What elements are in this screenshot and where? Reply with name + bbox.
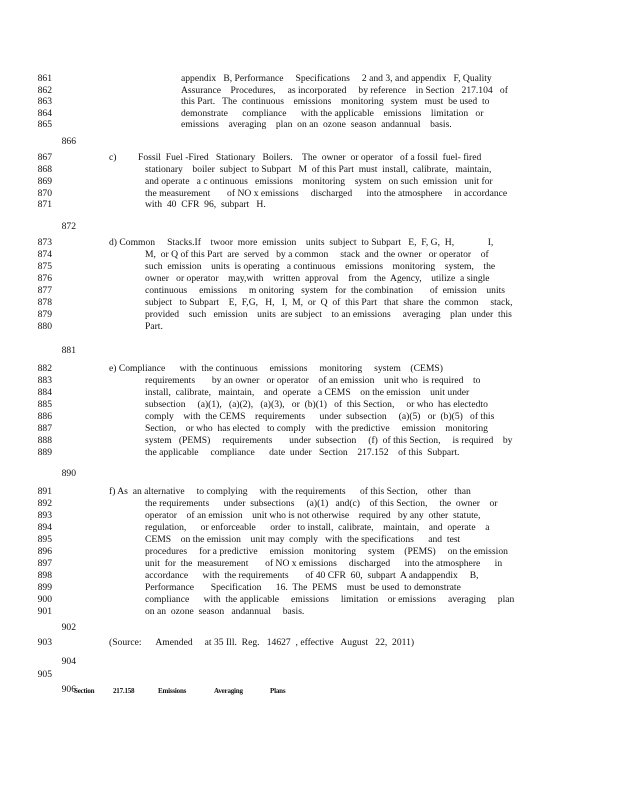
- section-title-word-1: Emissions: [158, 687, 187, 695]
- line-number: 901: [37, 606, 52, 617]
- line-number: 891: [37, 486, 52, 497]
- line-number: 887: [37, 423, 52, 434]
- line-text: the measurement of NO x emissions discharged into the atmosphere in accordance: [145, 188, 508, 199]
- line-number: 886: [37, 411, 52, 422]
- line-number: 903: [37, 637, 52, 648]
- line-number: 894: [37, 522, 52, 533]
- line-number: 885: [37, 399, 52, 410]
- line-text: the applicable compliance date under Section 217.152 of this Subpart.: [145, 447, 460, 458]
- line-number: 904: [61, 656, 76, 667]
- line-text: (Source: Amended at 35 Ill. Reg. 14627 , effective August 22, 2011): [109, 637, 415, 648]
- line-number: 898: [37, 570, 52, 581]
- line-number: 882: [37, 363, 52, 374]
- line-text: unit for the measurement of NO x emissions discharged into the atmosphere in: [145, 558, 503, 569]
- line-number: 892: [37, 498, 52, 509]
- line-number: 900: [37, 594, 52, 605]
- line-number: 874: [37, 249, 52, 260]
- line-text: Section, or who has elected to comply with the predictive emission monitoring: [145, 423, 488, 434]
- line-text: M, or Q of this Part are served by a common stack and the owner or operator of: [145, 249, 489, 260]
- line-number: 899: [37, 582, 52, 593]
- line-number: 876: [37, 273, 52, 284]
- line-text: the requirements under subsections (a)(1) and(c) of this Section, the owner or: [145, 498, 498, 509]
- line-number: 883: [37, 375, 52, 386]
- line-number: 877: [37, 285, 52, 296]
- line-text: requirements by an owner or operator of an emission unit who is required to: [145, 375, 481, 386]
- line-number: 890: [61, 468, 76, 479]
- line-number: 896: [37, 546, 52, 557]
- line-text: CEMS on the emission unit may comply with the specifications and test: [145, 534, 461, 545]
- line-number: 902: [61, 622, 76, 633]
- line-text: f) As an alternative to complying with the requirements of this Section, other than: [109, 486, 471, 497]
- line-text: owner or operator may,with written approval from the Agency, utilize a single: [145, 273, 490, 284]
- line-number: 878: [37, 297, 52, 308]
- line-text: subject to Subpart E, F,G, H, I, M, or Q of this Part that share the common stack,: [145, 297, 513, 308]
- line-text: provided such emission units are subject to an emissions averaging plan under this: [145, 309, 512, 320]
- line-text: operator of an emission unit who is not otherwise required by any other statute,: [145, 510, 481, 521]
- line-text: Assurance Procedures, as incorporated by reference in Section 217.104 of: [181, 85, 508, 96]
- line-number: 905: [37, 669, 52, 680]
- line-number: 879: [37, 309, 52, 320]
- line-text: compliance with the applicable emissions limitation or emissions averaging plan: [145, 594, 515, 605]
- line-text: Performance Specification 16. The PEMS must be used to demonstrate: [145, 582, 461, 593]
- line-text: comply with the CEMS requirements under subsection (a)(5) or (b)(5) of this: [145, 411, 495, 422]
- line-number: 870: [37, 188, 52, 199]
- section-label: Section: [74, 687, 95, 695]
- line-number: 884: [37, 387, 52, 398]
- line-number: 881: [61, 345, 76, 356]
- section-title-word-2: Averaging: [214, 687, 243, 695]
- section-number: 217.158: [113, 687, 135, 695]
- line-number: 873: [37, 237, 52, 248]
- line-text: and operate a c ontinuous emissions monitoring system on such emission unit for: [145, 176, 493, 187]
- line-text: subsection (a)(1), (a)(2), (a)(3), or (b)(1) of this Section, or who has electedto: [145, 399, 488, 410]
- line-text: such emission units is operating a continuous emissions monitoring system, the: [145, 261, 496, 272]
- line-number: 861: [37, 73, 52, 84]
- line-number: 866: [61, 136, 76, 147]
- line-number: 869: [37, 176, 52, 187]
- line-number: 871: [37, 199, 52, 210]
- line-number: 868: [37, 164, 52, 175]
- line-text: on an ozone season andannual basis.: [145, 606, 305, 617]
- line-number: 906: [61, 684, 76, 695]
- line-text: Part.: [145, 321, 163, 332]
- line-text: install, calibrate, maintain, and operate a CEMS on the emission unit under: [145, 387, 470, 398]
- line-number: 880: [37, 321, 52, 332]
- line-text: accordance with the requirements of 40 CFR 60, subpart A andappendix B,: [145, 570, 479, 581]
- line-number: 889: [37, 447, 52, 458]
- section-title-word-3: Plans: [270, 687, 286, 695]
- line-text: appendix B, Performance Specifications 2 and 3, and appendix F, Quality: [181, 73, 492, 84]
- line-number: 872: [61, 221, 76, 232]
- line-text: with 40 CFR 96, subpart H.: [145, 199, 266, 210]
- line-number: 864: [37, 108, 52, 119]
- line-number: 867: [37, 152, 52, 163]
- line-number: 893: [37, 510, 52, 521]
- line-text: procedures for a predictive emission monitoring system (PEMS) on the emission: [145, 546, 508, 557]
- line-text: e) Compliance with the continuous emissions monitoring system (CEMS): [109, 363, 443, 374]
- line-number: 875: [37, 261, 52, 272]
- line-number: 865: [37, 119, 52, 130]
- line-text: demonstrate compliance with the applicable emissions limitation or: [181, 108, 484, 119]
- line-text: stationary boiler subject to Subpart M of this Part must install, calibrate, maintain,: [145, 164, 492, 175]
- line-number: 863: [37, 96, 52, 107]
- line-number: 888: [37, 435, 52, 446]
- line-text: regulation, or enforceable order to install, calibrate, maintain, and operate a: [145, 522, 490, 533]
- line-text: this Part. The continuous emissions monitoring system must be used to: [181, 96, 490, 107]
- line-text: d) Common Stacks.If twoor more emission units subject to Subpart E, F, G, H, I,: [109, 237, 494, 248]
- line-text: continuous emissions m onitoring system for the combination of emission units: [145, 285, 506, 296]
- line-number: 862: [37, 85, 52, 96]
- line-text: c) Fossil Fuel -Fired Stationary Boilers. The owner or operator of a fossil fuel- fired: [109, 152, 482, 163]
- line-text: system (PEMS) requirements under subsection (f) of this Section, is required by: [145, 435, 513, 446]
- line-number: 895: [37, 534, 52, 545]
- line-number: 897: [37, 558, 52, 569]
- line-text: emissions averaging plan on an ozone season andannual basis.: [181, 119, 452, 130]
